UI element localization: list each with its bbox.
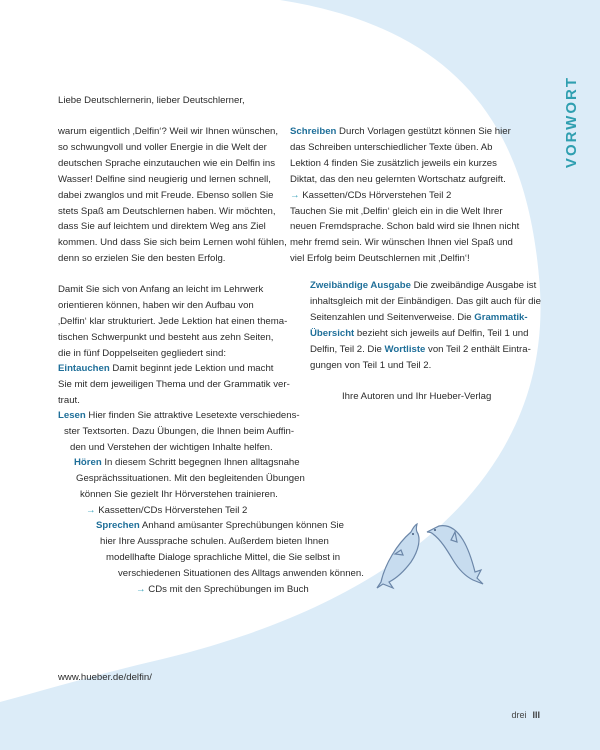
keyword-uebersicht: Übersicht [310, 327, 355, 339]
text-line: Gesprächssituationen. Mit den begleitenden Übungen [76, 472, 305, 484]
dolphin-left-icon [377, 524, 419, 588]
text-line: neuen Fremdsprache. Schon bald wird sie Ihnen nicht [290, 221, 520, 233]
section-title-vorwort: VORWORT [563, 76, 580, 169]
text-line: Hier finden Sie attraktive Lesetexte verschiedens- [85, 410, 300, 421]
structure-paragraph [58, 282, 287, 362]
text-line: bezieht sich jeweils auf Delfin, Teil 1 und [354, 327, 529, 339]
arrow-icon: → [290, 189, 300, 201]
dolphins-illustration [375, 520, 485, 590]
text-line: Sie mit dem jeweiligen Thema und der Grammatik ver- [58, 378, 290, 390]
section-schreiben [290, 124, 519, 267]
section-sprechen [96, 518, 364, 598]
text-line: traut. [58, 394, 80, 406]
arrow-icon: → [136, 583, 146, 595]
text-line: das Schreiben unterschiedlicher Texte üben. Ab [290, 141, 493, 153]
text-line: stets Spaß am Deutschlernen haben. Wir möchten, [58, 205, 276, 217]
text-line: modellhafte Dialoge sprachliche Mittel, die Sie selbst in [106, 551, 341, 563]
text-line: inhaltsgleich mit der Einbändigen. Das gilt auch für die [310, 295, 541, 307]
section-zweibaendige-ausgabe [310, 278, 541, 373]
text-line: dabei zwanglos und mit Freude. Ebenso sollen Sie [58, 189, 274, 201]
text-line: Damit Sie sich von Anfang an leicht im Lehrwerk [58, 284, 264, 295]
text-line: mehr fremd sein. Wir wünschen Ihnen viel Spaß und [290, 237, 513, 249]
text-line: die in fünf Doppelseiten gegliedert sind: [58, 347, 227, 359]
intro-paragraph [58, 124, 287, 267]
text-line: verschiedenen Situationen des Alltags anwenden können. [118, 567, 364, 579]
text-line: können Sie gezielt Ihr Hörverstehen trainieren. [80, 488, 278, 500]
text-line: Seitenzahlen und Seitenverweise. Die [310, 311, 475, 323]
dolphin-right-icon [427, 526, 483, 584]
text-line: orientieren können, haben wir den Aufbau von [58, 299, 254, 311]
website-link[interactable]: www.hueber.de/delfin/ [58, 672, 152, 683]
text-line: warum eigentlich ‚Delfin‘? Weil wir Ihnen wünschen, [58, 126, 279, 137]
keyword-sprechen: Sprechen [96, 520, 140, 531]
page-footer [511, 710, 540, 720]
text-line: viel Erfolg beim Deutschlernen mit ‚Delfin‘! [290, 253, 470, 265]
text-line: hier Ihre Aussprache schulen. Außerdem bieten Ihnen [100, 535, 329, 547]
keyword-lesen: Lesen [58, 410, 86, 421]
text-line: In diesem Schritt begegnen Ihnen alltagsnahe [101, 457, 300, 468]
text-line: Wasser! Delfine sind neugierig und lernen schnell, [58, 173, 271, 185]
text-line: Tauchen Sie mit ‚Delfin‘ gleich ein in die Welt Ihrer [290, 205, 503, 217]
text-line: Kassetten/CDs Hörverstehen Teil 2 [95, 504, 248, 516]
text-line: CDs mit den Sprechübungen im Buch [145, 583, 309, 595]
text-line: Kassetten/CDs Hörverstehen Teil 2 [299, 189, 452, 201]
text-line: Durch Vorlagen gestützt können Sie hier [336, 126, 511, 137]
text-line: Die zweibändige Ausgabe ist [410, 280, 537, 291]
keyword-eintauchen: Eintauchen [58, 363, 110, 374]
text-line: gungen von Teil 1 und Teil 2. [310, 359, 432, 371]
arrow-icon: → [86, 504, 96, 516]
keyword-grammatik: Grammatik- [474, 311, 528, 323]
text-line: dass Sie auf leichtem und direktem Weg ans Ziel [58, 221, 266, 233]
section-lesen [58, 408, 300, 456]
keyword-hoeren: Hören [74, 457, 102, 468]
text-line: von Teil 2 enthält Eintra- [425, 343, 531, 355]
text-line: Anhand amüsanter Sprechübungen können Sie [139, 520, 345, 531]
text-line: den und Verstehen der wichtigen Inhalte helfen. [70, 441, 273, 453]
keyword-wortliste: Wortliste [384, 343, 426, 355]
section-hoeren [74, 455, 305, 519]
text-line: ‚Delfin‘ klar strukturiert. Jede Lektion hat einen thema- [58, 315, 288, 327]
text-line: deutschen Sprache einzutauchen wie ein Delfin ins [58, 157, 276, 169]
text-line: so schwungvoll und voller Energie in die Welt der [58, 141, 267, 153]
text-line: Lektion 4 finden Sie zusätzlich jeweils ein kurzes [290, 157, 497, 169]
text-line: Damit beginnt jede Lektion und macht [109, 363, 274, 374]
greeting: Liebe Deutschlernerin, lieber Deutschlerner, [58, 95, 245, 106]
text-line: Diktat, das den neu gelernten Wortschatz aufgreift. [290, 173, 506, 185]
text-line: tischen Schwerpunkt und besteht aus zehn Seiten, [58, 331, 274, 343]
section-eintauchen [58, 361, 290, 409]
keyword-zweibaendige-ausgabe: Zweibändige Ausgabe [310, 280, 411, 291]
text-line: ster Textsorten. Dazu Übungen, die Ihnen beim Auffin- [64, 425, 295, 437]
text-line: Delfin, Teil 2. Die [310, 343, 385, 355]
signature: Ihre Autoren und Ihr Hueber-Verlag [342, 391, 492, 402]
page-word: drei [511, 710, 527, 720]
text-line: kommen. Und dass Sie sich beim Lernen wohl fühlen, [58, 237, 287, 249]
text-line: denn so erzielen Sie den besten Erfolg. [58, 253, 226, 265]
page-number: III [532, 710, 540, 720]
keyword-schreiben: Schreiben [290, 126, 337, 137]
